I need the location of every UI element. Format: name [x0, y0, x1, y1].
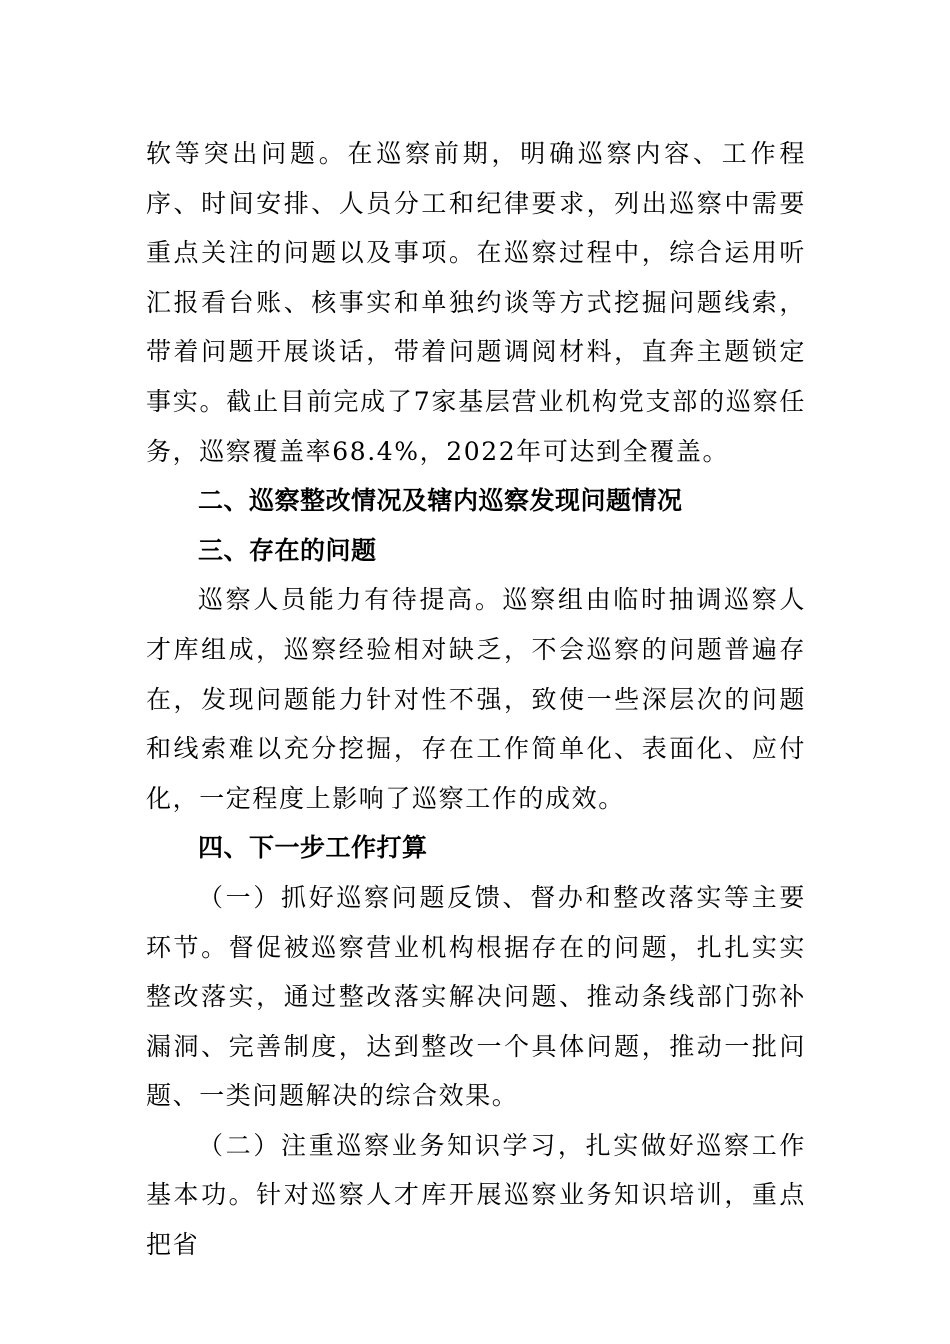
- paragraph-next-step-2: （二）注重巡察业务知识学习，扎实做好巡察工作基本功。针对巡察人才库开展巡察业务知识培训，重点把省: [146, 1130, 806, 1260]
- heading-next-steps: 四、下一步工作打算: [198, 833, 428, 863]
- document-body: [146, 129, 806, 1270]
- heading-existing-problems: 三、存在的问题: [198, 535, 377, 565]
- paragraph-next-step-1: （一）抓好巡察问题反馈、督办和整改落实等主要环节。督促被巡察营业机构根据存在的问题，扎扎实实整改落实，通过整改落实解决问题、推动条线部门弥补漏洞、完善制度，达到整改一个具体问题，推动一批问题、一类问题解决的综合效果。: [146, 882, 806, 1111]
- heading-rectification-status: 二、巡察整改情况及辖内巡察发现问题情况: [198, 486, 683, 516]
- paragraph-staff-capability: 巡察人员能力有待提高。巡察组由临时抽调巡察人才库组成，巡察经验相对缺乏，不会巡察的问题普遍存在，发现问题能力针对性不强，致使一些深层次的问题和线索难以充分挖掘，存在工作简单化、表面化、应付化，一定程度上影响了巡察工作的成效。: [146, 585, 806, 813]
- paragraph-inspection-process: 软等突出问题。在巡察前期，明确巡察内容、工作程序、时间安排、人员分工和纪律要求，列出巡察中需要重点关注的问题以及事项。在巡察过程中，综合运用听汇报看台账、核事实和单独约谈等方式挖掘问题线索，带着问题开展谈话，带着问题调阅材料，直奔主题锁定事实。截止目前完成了7家基层营业机构党支部的巡察任务，巡察覆盖率68.4%，2022年可达到全覆盖。: [146, 139, 806, 466]
